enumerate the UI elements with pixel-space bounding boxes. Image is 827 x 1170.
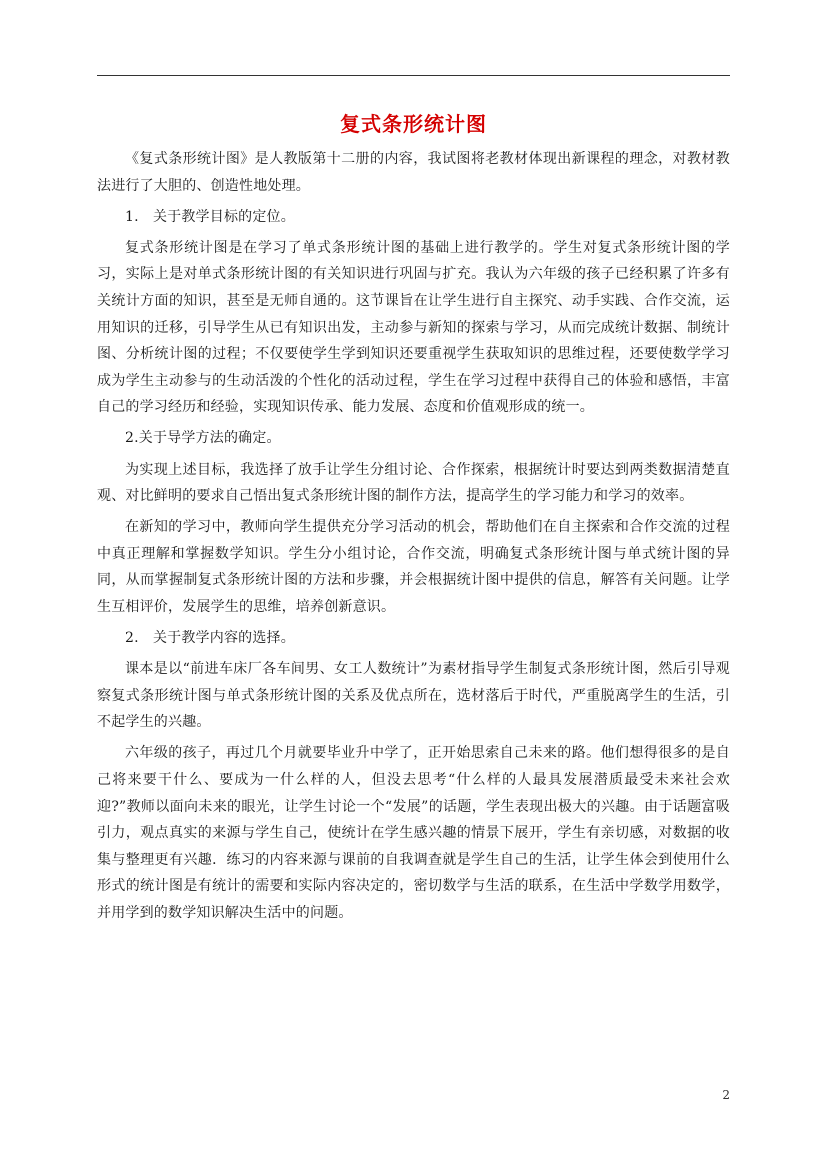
paragraph-goals: 复式条形统计图是在学习了单式条形统计图的基础上进行教学的。学生对复式条形统计图的学习，实际上是对单式条形统计图的有关知识进行巩固与扩充。我认为六年级的孩子已经积累了许多有关统计方面的知识，甚至是无师自通的。这节课旨在让学生进行自主探究、动手实践、合作交流，运用知识的迁移，引导学生从已有知识出发，主动参与新知的探索与学习，从而完成统计数据、制统计图、分析统计图的过程；不仅要使学生学到知识还要重视学生获取知识的思维过程，还要使数学学习成为学生主动参与的生动活泼的个性化的活动过程，学生在学习过程中获得自己的体验和感悟，丰富自己的学习经历和经验，实现知识传承、能力发展、态度和价值观形成的统一。: [97, 239, 730, 416]
paragraph-sixth-grade: 六年级的孩子，再过几个月就要毕业升中学了，正开始思索自己未来的路。他们想得很多的是自己将来要干什么、要成为一什么样的人，但没去思考“什么样的人最具发展潜质最受未来社会欢迎?”教师以面向未来的眼光，让学生讨论一个“发展”的话题，学生表现出极大的兴趣。由于话题富吸引力，观点真实的来源与学生自己，使统计在学生感兴趣的情景下展开，学生有亲切感，对数据的收集与整理更有兴趣．练习的内容来源与课前的自我调查就是学生自己的生活，让学生体会到使用什么形式的统计图是有统计的需要和实际内容决定的，密切数学与生活的联系，在生活中学数学用数学，并用学到的数学知识解决生活中的问题。: [97, 745, 730, 922]
paragraph-intro: 《复式条形统计图》是人教版第十二册的内容，我试图将老教材体现出新课程的理念，对教材教法进行了大胆的、创造性地处理。: [97, 151, 730, 194]
page-number: 2: [722, 1088, 730, 1102]
header-rule: [97, 75, 730, 76]
paragraph-methods: 为实现上述目标，我选择了放手让学生分组讨论、合作探索，根据统计时要达到两类数据清楚直观、对比鲜明的要求自己悟出复式条形统计图的制作方法，提高学生的学习能力和学习的效率。: [97, 461, 730, 505]
paragraph-textbook: 课本是以“前进车床厂各车间男、女工人数统计”为素材指导学生制复式条形统计图，然后引导观察复式条形统计图与单式条形统计图的关系及优点所在，选材落后于时代，严重脱离学生的生活，引不起学生的兴趣。: [97, 661, 730, 731]
section-heading-goals: 1. 关于教学目标的定位。: [125, 208, 295, 225]
paragraph-new-knowledge: 在新知的学习中，教师向学生提供充分学习活动的机会，帮助他们在自主探索和合作交流的过程中真正理解和掌握数学知识。学生分小组讨论，合作交流，明确复式条形统计图与单式统计图的异同，从而掌握制复式条形统计图的方法和步骤，并会根据统计图中提供的信息，解答有关问题。让学生互相评价，发展学生的思维，培养创新意识。: [97, 519, 730, 615]
document-body: [97, 146, 730, 931]
section-heading-methods: 2.关于导学方法的确定。: [125, 430, 281, 447]
section-heading-content: 2. 关于教学内容的选择。: [125, 630, 295, 647]
document-title: 复式条形统计图: [340, 112, 487, 136]
